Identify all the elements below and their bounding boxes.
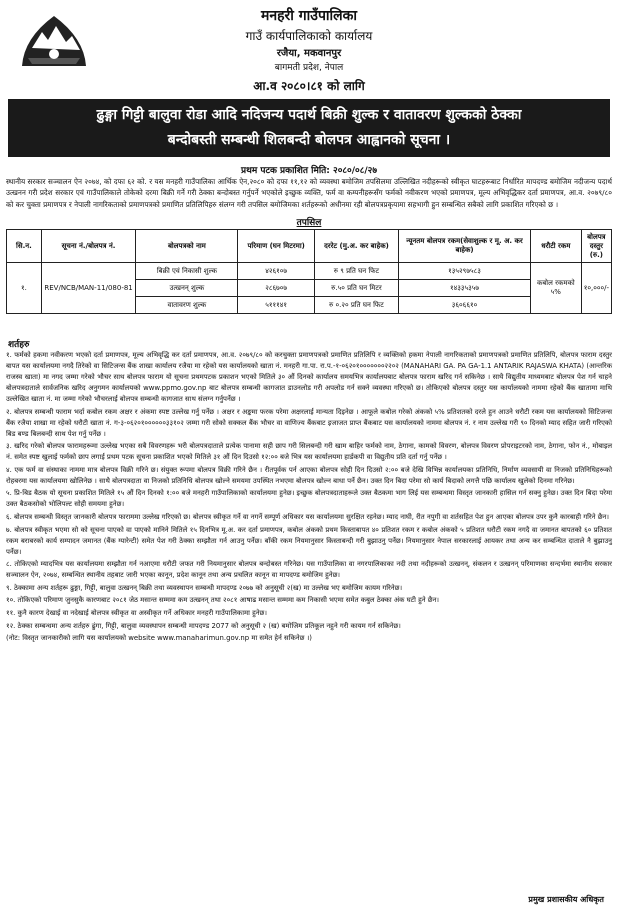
serial-cell: १.: [7, 263, 42, 314]
term-item-9: ९. ठेक्कामा अन्य शर्तहरू ढुङ्गा, गिट्टी, बालुवा उत्खनन् बिक्री तथा व्यवस्थापन सम्बन्धी मापदण्ड २०७७ को अनुसूची २(ख) मा उल्लेख भए बमोजिम कायम गरिनेछ।: [6, 583, 403, 592]
publish-date: प्रथम पटक प्रकाशित मिति: २०८०/०८/२७: [240, 166, 378, 176]
amount-cell: ३६०६६१०: [399, 297, 531, 314]
schedule-title: तपसिल: [296, 218, 322, 228]
term-item-6: ६. बोलपत्र सम्बन्धी विस्तृत जानकारी बोलपत्र फाराममा उल्लेख गरिएको छ। बोलपत्र स्वीकृत गर्ने वा नगर्ने सम्पूर्ण अधिकार यस कार्यालयमा सुरक्षित रहनेछ। म्याद नाघी, रीत नपुगी वा शर्तसहित पेश हुन आएका बोलपत्र उपर कुनै कारबाही गरिने छैन।: [6, 512, 609, 521]
term-item-10: १०. तोकिएको परिमाण जुनसुकै कारणबाट २०८१ जेठ मसान्त सम्ममा कम उत्खनन् तथा २०८१ आषाढ मसान्त सम्ममा कम निकासी भएमा समेत कबुल ठेक्का अंक घटी हुने छैन।: [6, 596, 440, 605]
term-item-5: ५. प्रि-बिड बैठक यो सूचना प्रकाशित मितिले १५ औं दिन दिनको १:०० बजे मनहरी गाउँपालिकाको कार्यालयमा हुनेछ। इच्छुक बोलपत्रदाताहरूले उक्त बैठकमा भाग लिई यस सम्बन्धमा विस्तृत जानकारी हासिल गर्न सक्नु हुनेछ। उक्त दिन बिदा परेमा उक्त बैठकसोको भोलिपल्ट सोही समयमा हुनेछ।: [6, 489, 612, 509]
term-item-1: १. फर्मको हकमा नवीकरण भएको दर्ता प्रमाणपत्र, मूल्य अभिवृद्धि कर दर्ता प्रमाणपत्र, आ.व. २०७९/८० को करचुक्ता प्रमाणपत्रको प्रमाणित प्रतिलिपि र व्यक्तिको हकमा नेपाली नागरिकताको प्रमाणपत्रको प्रमाणित प्रतिलिपि, बोलपत्र फाराम दस्तुर बापत यस कार्यालयमा नगदै तिरेको वा सिटिजन्स बैंक शाखा कार्यालय रजैया मा रहेको यस कार्यालयको खाता नं. मनहरी गा.पा. रा.प.-१-०६२०१०००००००२२०२ (MANAHARI GA. PA GA-1.1 ANTARIK RAJASWA KHATA) (आन्तरिक राजस्व खाता) मा नगद जम्मा गरेको भौचर साथ बोलपत्र फाराम यो सूचना प्रथमपटक प्रकाशन भएको मितिले ३० औं दिनको कार्यालय समयभित्र कार्यालयबाट बोलपत्र फाराम खरिद गर्न सकिनेछ । साथै विद्युतीय माध्यमबाट बोलपत्र पेश गर्न चाहने बोलपत्रदाताले सार्वजनिक खरिद अनुगमन कार्यालयको www.ppmo.gov.np बाट बोलपत्र सम्बन्धी कागजात डाउनलोड गरी अपलोड गर्न सक्ने व्यवस्था गरिएको छ। तोकिएको बोलपत्र दस्तुर यस कार्यालयको नाममा रहेको बैंक खातामा माथि उल्लेखित खाता नं. मा जम्मा गरेको भौचरलाई बोलपत्र सम्बन्धी कागजात साथ संलग्न गर्नुपर्नेछ ।: [6, 351, 612, 403]
terms-list: [6, 350, 612, 646]
col-min-amount: न्यूनतम बोलपत्र रकम(सेवाशुल्क र मू. अ. कर बाहेक): [399, 230, 531, 263]
col-quantity: परिमाण (घन मिटरमा): [238, 230, 314, 263]
rate-cell: रु ०.२० प्रति घन फिट: [314, 297, 398, 314]
term-item-7: ७. बोलपत्र स्वीकृत भएमा सो को सूचना पाएको वा पाएको मानिने मितिले १५ दिनभित्र मू.अ. कर दर्ता प्रमाणपत्र, कबोल अंकको प्रथम किस्ताबापत ४० प्रतिशत रकम र कबोल अंकको ५ प्रतिशत धरौटी रकम नगदै वा जमानत बापतको ६० प्रतिशत रकम बराबरको कार्य सम्पादन जमानत (बैंक ग्यारेन्टी) समेत पेश गरी ठेक्का सम्झौता गर्न आउनु पर्नेछ। बाँकी रकम नियमानुसार किस्ताबन्दी गरी बुझाउनु पर्नेछ। नियमानुसार नेपाल सरकारलाई आयकर तथा अन्य कर सम्बन्धित दाताले नै बुझाउनु पर्नेछ।: [6, 525, 612, 556]
office-type: गाउँ कार्यपालिकाको कार्यालय: [245, 29, 373, 43]
rate-cell: रु.५० प्रति घन मिटर: [314, 280, 398, 297]
term-item-2: २. बोलपत्र सम्बन्धी फाराम भर्दा कबोल रकम अक्षर र अंकमा स्पष्ट उल्लेख गर्नु पर्नेछ । अक्षर र अङ्कमा फरक परेमा अक्षरलाई मान्यता दिइनेछ । आफूले कबोल गरेको अंकको ५% प्रतिशतको दरले हुन आउने धरौटी रकम यस कार्यालयको सिटिजन्स बैंक रजैया शाखा मा रहेको धरौटी खाता नं. ग-३-०६२०१००००००३३१०२ जम्मा गरी सोको सक्कल बैंक भौचर वा वाणिज्य बैंकबाट इजाजत प्राप्त बैंकबाट यस कार्यालयको नाममा बोलपत्र नं. र नाम उल्लेख गरी ९० दिनको म्याद सहित जारी गरिएको बिड बण्ड बिलबन्दी साथ पेश गर्नु पर्नेछ ।: [6, 407, 612, 438]
amount-cell: १३५२९७५८३: [399, 263, 531, 280]
deposit-cell: कबोल रकमको ५%: [530, 263, 581, 314]
col-notice-no: सूचना नं./बोलपत्र नं.: [41, 230, 136, 263]
term-item-12: १२. ठेक्का सम्बन्धमा अन्य शर्तहरु ढुंगा, गिट्टी, बालुवा व्यवस्थापन सम्बन्धी मापदण्ड 2077 को अनुसूची २ (ख) बमोजिम प्रतिकूल नहुने गरी कायम गर्न सकिनेछ।: [6, 621, 401, 630]
rate-cell: रु ९ प्रति घन फिट: [314, 263, 398, 280]
notice-title-line1: ढुङ्गा गिट्टी बालुवा रोडा आदि नदिजन्य पदार्थ बिक्री शुल्क र वातावरण शुल्कको ठेक्का: [96, 107, 522, 123]
terms-title: शर्तहरु: [8, 340, 30, 350]
office-name: मनहरी गाउँपालिका: [260, 8, 358, 24]
schedule-header-row: [7, 230, 612, 263]
term-item-8: ८. तोकिएको म्यादभित्र यस कार्यालयमा सम्झौता गर्न नआएमा धरौटी जफत गरी नियमानुसार बोलपत्र बन्दोबस्त गरिनेछ। यस गाउँपालिका वा नगरपालिकाका नदी तथा नदीहरूको उत्खनन्, संकलन र उत्खनन् परिमाणका सन्दर्भमा स्थानीय सरकार सञ्चालन ऐन, २०७४, सम्बन्धित स्थानीय तहबाट जारी भएका कानून, प्रदेश कानून तथा अन्य प्रचलित कानून वा मापदण्ड बमोजिम हुनेछ।: [6, 560, 612, 580]
quantity-cell: ५१११४१: [238, 297, 314, 314]
bid-name-cell: उत्खनन् शुल्क: [136, 280, 238, 297]
term-item-3: ३. खरिद गरेको बोलपत्र फारामहरूमा उल्लेख भएका सबै विवरणहरू भरी बोलपत्रदाताले प्रत्येक पानामा सही छाप गरी सिलबन्दी गरी खाम बाहिर फर्मको नाम, ठेगाना, कामको विवरण, बोलपत्र विवरण प्रोपराइटरको नाम, ठेगाना, फोन नं., मोबाइल नं. समेत स्पष्ट खुलाई फर्मको छाप लगाई प्रथम पटक सूचना प्रकाशित भएको मितिले ३१ औं दिन दिउसो १२:०० बजे भित्र यस कार्यालयमा हार्डकपी वा विद्युतीय प्रति दर्ता गर्नु पर्नेछ ।: [6, 442, 612, 462]
office-province: बागमती प्रदेश, नेपाल: [274, 63, 344, 73]
col-serial: सि.न.: [7, 230, 42, 263]
term-item-11: ११. कुनै कारण देखाई वा नदेखाई बोलपत्र स्वीकृत वा अस्वीकृत गर्ने अधिकार मनहरी गाउँपालिकामा हुनेछ।: [6, 608, 267, 617]
fee-cell: १०,०००/-: [581, 263, 611, 314]
col-fee: बोलपत्र दस्तुर (रु.): [581, 230, 611, 263]
notice-title-banner: [8, 99, 610, 157]
intro-paragraph: स्थानीय सरकार सञ्चालन ऐन २०७४, को दफा ६२ को. र यस मनहरी गाउँपालिका आर्थिक ऐन,२०८० को दफा ११,१२ को व्यवस्था बमोजिम तपसिलमा उल्लिखित नदीहरूको स्वीकृत घाटहरूबाट निर्धारित मापदण्ड बमोजिम नदीजन्य पदार्थ उत्खनन गरी प्रदेश सरकार एवं गाउँपालिकाले तोकेको दरमा बिक्री गर्ने गरी ठेक्का बन्दोबस्त गर्नुपर्ने भएकोले इच्छुक व्यक्ति, फर्म वा कम्पनीहरूसँग फर्मको नवीकरण भएको प्रमाणपत्र, मूल्य अभिवृद्धिकर दर्ता प्रमाणपत्र, आ.व. २०७९/८० को कर चुक्ता प्रमाणपत्र र नेपाली नागरिकताको प्रमाणपत्रको प्रमाणित प्रतिलिपिहरु संलग्न गरी तपसिल बमोजिमका शर्तहरूको अधीनमा रही बोलपत्रप्रकृयामा सहभागी हुन सम्बन्धित सबैको लागि प्रकाशित गरिएको छ ।: [6, 177, 612, 209]
bid-name-cell: वातावरण शुल्क: [136, 297, 238, 314]
fiscal-year: आ.व २०८०।८१ को लागि: [253, 79, 365, 93]
quantity-cell: ४२६१०७: [238, 263, 314, 280]
notice-no-cell: REV/NCB/MAN-11/080-81: [41, 263, 136, 314]
term-item-4: ४. एक फर्म वा संस्थाका नाममा मात्र बोलपत्र विक्री गरिने छ। संयुक्त रूपमा बोलपत्र विक्री गरिने छैन । रीतपूर्वक पर्न आएका बोलपत्र सोही दिन दिउसो २:०० बजे देखि विभिन्न कार्यालयका प्रतिनिधि, निर्माण व्यवसायी वा निजको प्रतिनिधिहरूको रोहबरमा यस कार्यालयमा खोलिनेछ । साथै बोलपत्रदाता वा निजको प्रतिनिधि बोलपत्र खोल्ने समयमा उपस्थित नभएमा बोलपत्र खोल्न बाधा पर्ने छैन। उक्त दिन बिदा परेमा सो कार्य बिदाको लगत्तै पछि कार्यालय खुलेको दिनमा गरिनेछ।: [6, 465, 612, 485]
notice-title-line2: बन्दोबस्ती सम्बन्धी शिलबन्दी बोलपत्र आह्वानको सूचना ।: [167, 132, 451, 148]
terms-note: (नोट: विस्तृत जानकारीको लागि यस कार्यालयको website www.manaharimun.gov.np मा समेत हेर्न सकिनेछ ।): [6, 634, 312, 643]
bid-name-cell: बिक्री एवं निकासी शुल्क: [136, 263, 238, 280]
office-location: रजैया, मकवानपुर: [276, 48, 342, 59]
schedule-table: [6, 229, 612, 314]
col-bid-name: बोलपत्रको नाम: [136, 230, 238, 263]
signatory-title: प्रमुख प्रशासकीय अधिकृत: [528, 895, 604, 904]
col-rate: दररेट (मु.अ. कर बाहेक): [314, 230, 398, 263]
quantity-cell: २८६७०७: [238, 280, 314, 297]
col-deposit: धरौटी रकम: [530, 230, 581, 263]
table-row: [7, 263, 612, 280]
amount-cell: १४३३५३५७: [399, 280, 531, 297]
